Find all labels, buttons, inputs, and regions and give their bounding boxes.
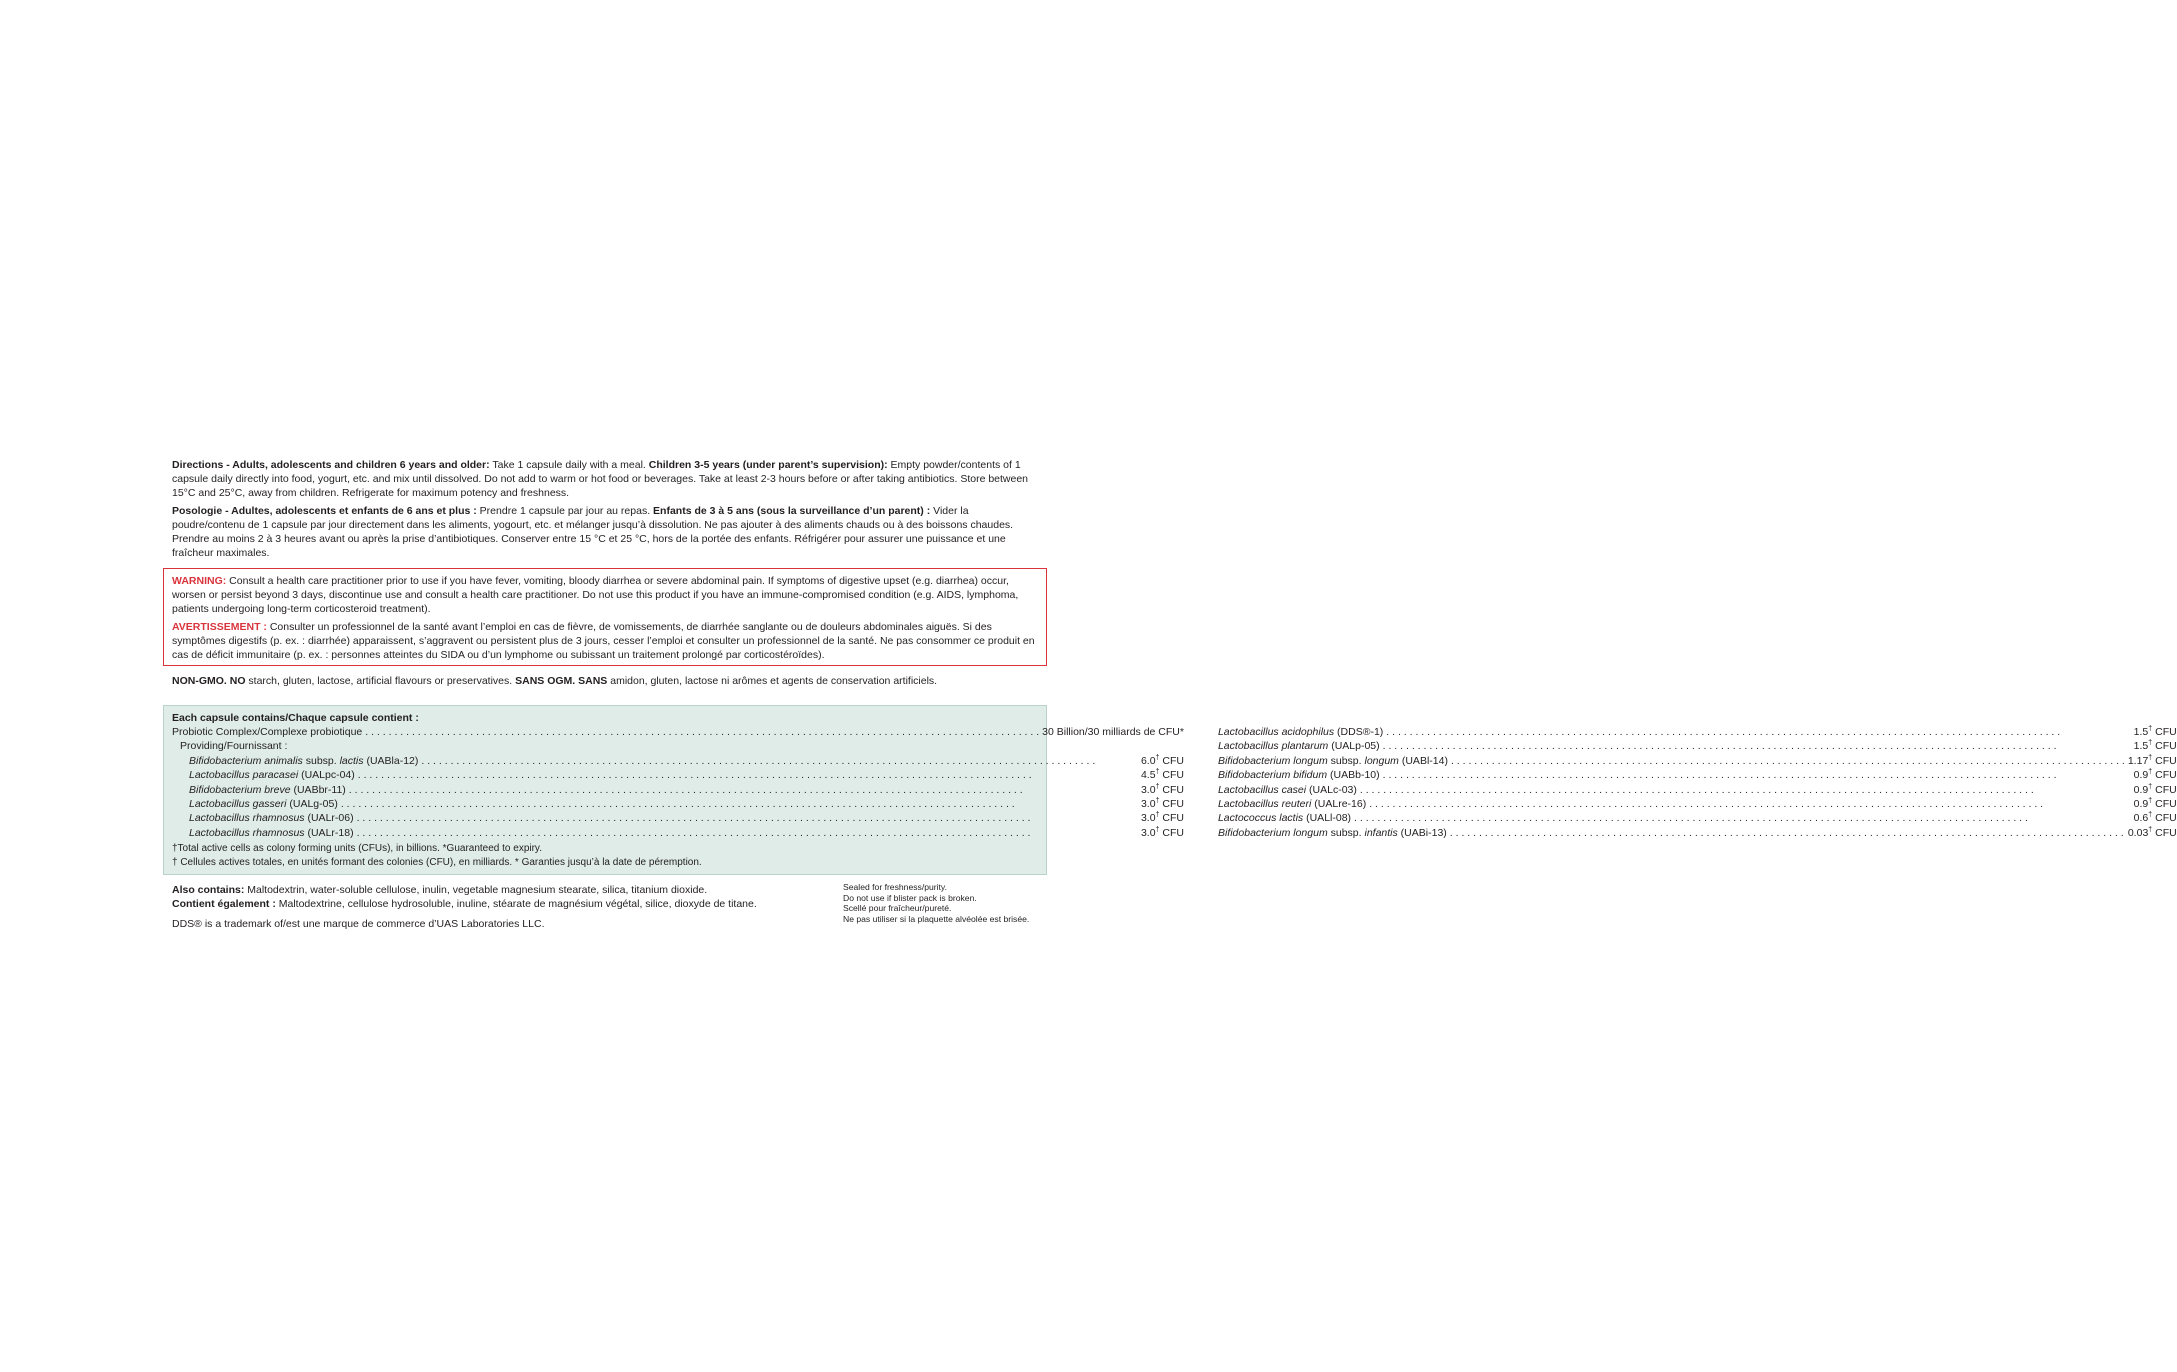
directions-en-text-1: Take 1 capsule daily with a meal. xyxy=(489,459,649,471)
strain-unit: CFU xyxy=(1159,826,1184,839)
footnote-fr: † Cellules actives totales, en unités formant des colonies (CFU), en milliards. * Garanties jusqu’à la date de péremption. xyxy=(172,857,702,869)
also-contains-fr xyxy=(172,897,822,911)
ingredients-footnotes xyxy=(172,842,1038,870)
strain-amount xyxy=(1141,754,1184,768)
dagger-mark: † xyxy=(2148,768,2153,776)
strain-row xyxy=(1218,739,2177,753)
leader-dots xyxy=(1369,797,2130,811)
non-gmo-heading-en: NON-GMO. NO xyxy=(172,675,246,687)
leader-dots xyxy=(349,783,1138,797)
strain-name xyxy=(1218,783,1357,797)
strain-code: (UALre-16) xyxy=(1311,798,1367,811)
strain-code: (UALp-05) xyxy=(1328,740,1380,753)
strain-unit: CFU xyxy=(1159,812,1184,825)
strain-row xyxy=(172,768,1184,782)
also-contains-en xyxy=(172,883,822,897)
strain-amount-value: 0.9 xyxy=(2133,769,2149,782)
directions-en-text-2: Empty powder/contents of 1 capsule daily directly into food, yogurt, etc. and mix until dissolved. Do not add to warm or hot food or beverages. Take at least 2-3 hours before or after taking antibiotics. Store between 15°C and 25°C, away from children. Refrigerate for maximum potency and freshness. xyxy=(172,459,1029,499)
warning-fr-text: Consulter un professionnel de la santé avant l’emploi en cas de fièvre, de vomissements, de diarrhée sanglante ou de douleurs abdominales aiguës. Si des symptômes digestifs (p. ex. : diarrhée) apparaissent, s’aggravent ou persistent plus de 3 jours, cesser l’emploi et consulter un professionnel de la santé. Ne pas consommer ce produit en cas de déficit immunitaire (p. ex. : personnes atteintes du SIDA ou d’un lymphome ou subissant un traitement prolongé par corticostéroïdes). xyxy=(172,621,1035,661)
strain-code: (DDS®-1) xyxy=(1334,726,1384,738)
seal-line-2: Do not use if blister pack is broken. xyxy=(843,892,977,903)
strain-amount-value: 3.0 xyxy=(1140,812,1156,825)
strain-name xyxy=(189,811,354,825)
dagger-mark: † xyxy=(2148,754,2153,762)
dagger-mark: † xyxy=(1155,754,1160,762)
strain-name xyxy=(1218,797,1366,811)
directions-fr-children-heading: Enfants de 3 à 5 ans (sous la surveillance d’un parent) : xyxy=(653,505,931,517)
leader-dots xyxy=(1450,826,2125,840)
strain-row xyxy=(1218,826,2177,840)
warning-en-heading: WARNING: xyxy=(172,575,227,587)
also-contains-fr-text: Maltodextrine, cellulose hydrosoluble, inuline, stéarate de magnésium végétal, silice, dioxyde de titane. xyxy=(275,898,757,911)
strain-subspecies: lactis xyxy=(339,754,364,767)
strain-amount-value: 3.0 xyxy=(1140,826,1156,839)
leader-dots xyxy=(1451,754,2125,768)
strain-row xyxy=(1218,754,2177,768)
also-contains-en-heading: Also contains: xyxy=(172,884,245,897)
strain-genus: Lactobacillus plantarum xyxy=(1217,740,1329,753)
strain-unit: CFU xyxy=(2152,754,2177,767)
strain-amount-value: 4.5 xyxy=(1140,769,1156,782)
dagger-mark: † xyxy=(2148,739,2153,747)
leader-dots xyxy=(357,811,1138,825)
strain-genus: Bifidobacterium animalis xyxy=(189,754,303,767)
seal-line-1: Sealed for freshness/purity. xyxy=(843,882,947,893)
strain-amount-value: 0.9 xyxy=(2133,798,2149,811)
strain-name xyxy=(189,754,418,768)
dagger-mark: † xyxy=(2148,783,2153,791)
strain-genus: Lactococcus lactis xyxy=(1217,812,1304,825)
warning-box xyxy=(163,568,1047,666)
strain-genus: Lactobacillus rhamnosus xyxy=(189,826,305,839)
probiotic-complex-row xyxy=(172,725,1184,739)
strain-genus: Bifidobacterium longum xyxy=(1217,754,1328,767)
strain-name xyxy=(189,826,354,840)
directions-en-children-heading: Children 3-5 years (under parent’s supervision): xyxy=(648,459,888,471)
strain-amount xyxy=(1141,797,1184,811)
leader-dots xyxy=(365,725,1039,739)
supplement-label xyxy=(172,458,2177,931)
strain-amount-value: 1.17 xyxy=(2127,754,2149,767)
non-gmo-text-fr: amidon, gluten, lactose ni arômes et agents de conservation artificiels. xyxy=(607,675,938,687)
dagger-mark: † xyxy=(2148,797,2153,805)
strain-amount-value: 0.9 xyxy=(2133,783,2149,796)
strain-subspecies: longum xyxy=(1364,754,1399,767)
strain-code: (UALr-18) xyxy=(304,826,354,839)
strain-amount-value: 0.03 xyxy=(2127,826,2149,839)
leader-dots xyxy=(1383,768,2131,782)
strain-amount-value: 0.6 xyxy=(2133,812,2149,825)
strain-unit: CFU xyxy=(1159,769,1184,782)
strain-code: (UABla-12) xyxy=(363,754,419,767)
strain-amount xyxy=(2134,811,2177,825)
strain-unit: CFU xyxy=(2152,740,2177,753)
directions-fr-text-1: Prendre 1 capsule par jour au repas. xyxy=(476,505,654,517)
strain-unit: CFU xyxy=(2152,826,2177,839)
directions-en-heading: Directions - Adults, adolescents and children 6 years and older: xyxy=(172,459,490,471)
strain-name xyxy=(1218,739,1380,753)
strain-row xyxy=(172,797,1184,811)
strain-amount xyxy=(1141,826,1184,840)
strain-subsp-label: subsp. xyxy=(1327,826,1365,839)
seal-line-4: Ne pas utiliser si la plaquette alvéolée est brisée. xyxy=(843,914,1030,925)
strain-row xyxy=(172,783,1184,797)
strain-genus: Bifidobacterium bifidum xyxy=(1217,769,1328,782)
bottom-section xyxy=(172,883,1038,931)
dagger-mark: † xyxy=(1155,826,1160,834)
strain-amount xyxy=(2128,754,2177,768)
strain-code: (UABi-13) xyxy=(1397,826,1447,839)
strain-name xyxy=(189,797,338,811)
leader-dots xyxy=(1354,811,2131,825)
strain-unit: CFU xyxy=(2152,812,2177,825)
strain-unit: CFU xyxy=(2152,798,2177,811)
strain-unit: CFU xyxy=(1159,783,1184,796)
leader-dots xyxy=(358,768,1138,782)
directions-fr-heading: Posologie - Adultes, adolescents et enfants de 6 ans et plus : xyxy=(172,505,477,517)
strain-genus: Lactobacillus paracasei xyxy=(189,769,299,782)
also-contains-en-text: Maltodextrin, water-soluble cellulose, inulin, vegetable magnesium stearate, silica, titanium dioxide. xyxy=(244,884,708,897)
also-contains xyxy=(172,883,822,931)
leader-dots xyxy=(421,754,1138,768)
strain-genus: Bifidobacterium longum xyxy=(1217,826,1328,839)
dagger-mark: † xyxy=(1155,797,1160,805)
providing-row xyxy=(172,739,1184,753)
dagger-mark: † xyxy=(1155,783,1160,791)
warning-fr xyxy=(172,620,1038,662)
leader-dots xyxy=(1386,725,2130,739)
strain-subspecies: infantis xyxy=(1364,826,1398,839)
strain-subsp-label: subsp. xyxy=(1327,754,1365,767)
strain-name xyxy=(1218,768,1380,782)
strain-amount xyxy=(1141,783,1184,797)
strain-unit: CFU xyxy=(2152,783,2177,796)
strain-amount xyxy=(1141,811,1184,825)
warning-en xyxy=(172,574,1038,616)
strain-genus: Bifidobacterium breve xyxy=(189,783,291,796)
strain-code: (UALl-08) xyxy=(1303,812,1352,825)
strain-row xyxy=(1218,725,2177,739)
strain-code: (UABb-10) xyxy=(1327,769,1380,782)
probiotic-complex-name: Probiotic Complex/Complexe probiotique xyxy=(172,726,363,738)
directions-en xyxy=(172,458,1038,500)
directions-fr-text-2: Vider la poudre/contenu de 1 capsule par jour directement dans les aliments, yogourt, etc. et mélanger jusqu’à dissolution. Ne pas ajouter à des aliments chauds ou à des boissons chaudes. Prendre au moins 2 à 3 heures avant ou après la prise d’antibiotiques. Conserver entre 15 °C et 25 °C, hors de la portée des enfants. Réfrigérer pour assurer une puissance et une fraîcheur maximales. xyxy=(172,505,1014,559)
strain-amount-value: 1.5 xyxy=(2133,740,2149,753)
ingredients-right-column xyxy=(1218,711,2177,840)
strain-row xyxy=(1218,768,2177,782)
strain-name xyxy=(1218,725,1383,739)
leader-dots xyxy=(1360,783,2131,797)
dagger-mark: † xyxy=(2148,826,2153,834)
strain-genus: Lactobacillus reuteri xyxy=(1217,798,1312,811)
strain-amount-value: 1.5 xyxy=(2133,726,2149,738)
non-gmo-text-en: starch, gluten, lactose, artificial flavours or preservatives. xyxy=(245,675,516,687)
non-gmo-statement xyxy=(172,674,1038,688)
strain-name xyxy=(1218,811,1351,825)
dagger-mark: † xyxy=(2148,725,2153,733)
strain-code: (UABbr-11) xyxy=(290,783,346,796)
strain-code: (UALg-05) xyxy=(286,798,338,811)
strain-amount-value: 6.0 xyxy=(1140,754,1156,767)
dagger-mark: † xyxy=(1155,811,1160,819)
warning-en-text: Consult a health care practitioner prior to use if you have fever, vomiting, bloody diarrhea or severe abdominal pain. If symptoms of digestive upset (e.g. diarrhea) occur, worsen or persist beyond 3 days, discontinue use and consult a health care practitioner. Do not use this product if you have an immune-compromised condition (e.g. AIDS, lymphoma, patients undergoing long-term corticosteroid treatment). xyxy=(172,575,1019,615)
strain-subsp-label: subsp. xyxy=(302,754,340,767)
strain-amount xyxy=(2134,725,2177,739)
strain-genus: Lactobacillus casei xyxy=(1217,783,1307,796)
ingredients-panel xyxy=(163,705,2177,875)
strain-code: (UALr-06) xyxy=(304,812,354,825)
strain-row xyxy=(172,826,1184,840)
footnote-en: †Total active cells as colony forming units (CFUs), in billions. *Guaranteed to expiry. xyxy=(172,843,542,855)
strain-amount xyxy=(2134,739,2177,753)
non-gmo-heading-fr: SANS OGM. SANS xyxy=(515,675,608,687)
strain-code: (UALc-03) xyxy=(1306,783,1357,796)
probiotic-complex-value: 30 Billion/30 milliards de CFU* xyxy=(1042,726,1184,738)
strain-row xyxy=(172,754,1184,768)
strain-amount-value: 3.0 xyxy=(1140,798,1156,811)
seal-notice xyxy=(843,882,1033,931)
strain-amount-value: 3.0 xyxy=(1140,783,1156,796)
leader-dots xyxy=(341,797,1138,811)
strain-name xyxy=(189,783,346,797)
strain-name xyxy=(189,768,355,782)
directions-fr xyxy=(172,504,1038,560)
strain-row xyxy=(1218,783,2177,797)
providing-label: Providing/Fournissant : xyxy=(180,740,288,753)
strain-row xyxy=(172,811,1184,825)
strain-code: (UABl-14) xyxy=(1398,754,1448,767)
dagger-mark: † xyxy=(1155,768,1160,776)
also-contains-fr-heading: Contient également : xyxy=(172,898,276,911)
strain-row xyxy=(1218,811,2177,825)
strain-amount xyxy=(2134,768,2177,782)
leader-dots xyxy=(357,826,1138,840)
strain-genus: Lactobacillus acidophilus xyxy=(1217,726,1335,738)
strain-amount xyxy=(2134,783,2177,797)
warning-fr-heading: AVERTISSEMENT : xyxy=(172,621,267,633)
strain-amount xyxy=(2134,797,2177,811)
strain-unit: CFU xyxy=(2152,726,2177,738)
strain-name xyxy=(1218,754,1448,768)
strain-unit: CFU xyxy=(1159,798,1184,811)
strain-code: (UALpc-04) xyxy=(298,769,355,782)
ingredients-title: Each capsule contains/Chaque capsule contient : xyxy=(172,712,419,724)
seal-line-3: Scellé pour fraîcheur/pureté. xyxy=(843,903,952,914)
trademark-notice: DDS® is a trademark of/est une marque de commerce d’UAS Laboratories LLC. xyxy=(172,918,545,931)
strain-unit: CFU xyxy=(1159,754,1184,767)
ingredients-left-column xyxy=(172,711,1184,840)
strain-row xyxy=(1218,797,2177,811)
leader-dots xyxy=(1383,739,2131,753)
dagger-mark: † xyxy=(2148,811,2153,819)
strain-amount xyxy=(2128,826,2177,840)
strain-amount xyxy=(1141,768,1184,782)
strain-name xyxy=(1218,826,1447,840)
strain-unit: CFU xyxy=(2152,769,2177,782)
strain-genus: Lactobacillus rhamnosus xyxy=(189,812,305,825)
strain-genus: Lactobacillus gasseri xyxy=(189,798,287,811)
